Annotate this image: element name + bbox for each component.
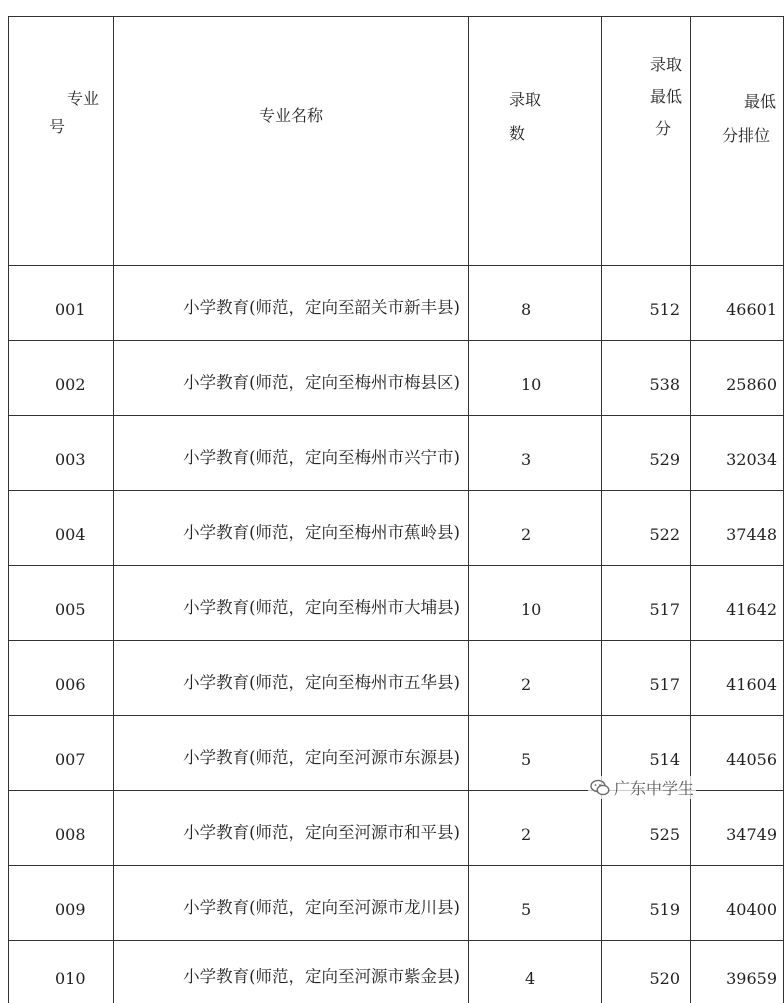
cell-min-rank: 34749 [691, 791, 784, 866]
cell-min-score: 517 [602, 566, 691, 641]
cell-major-name: 小学教育(师范，定向至河源市东源县) [114, 716, 469, 791]
table-row [9, 641, 784, 716]
cell-min-rank: 40400 [691, 866, 784, 941]
cell-min-score: 529 [602, 416, 691, 491]
header-min-rank: 最低 分排位 [691, 17, 784, 266]
admission-table [8, 16, 784, 1003]
cell-min-score: 538 [602, 341, 691, 416]
cell-major-name: 小学教育(师范，定向至梅州市五华县) [114, 641, 469, 716]
cell-admission-count: 4 [469, 941, 602, 1003]
cell-min-rank: 41604 [691, 641, 784, 716]
table-row [9, 566, 784, 641]
cell-min-rank: 37448 [691, 491, 784, 566]
cell-admission-count: 8 [469, 266, 602, 341]
table-row [9, 866, 784, 941]
cell-major-number: 003 [9, 416, 114, 491]
cell-min-score: 519 [602, 866, 691, 941]
cell-min-score: 525 [602, 791, 691, 866]
cell-major-number: 006 [9, 641, 114, 716]
header-admission-count: 录取 数 [469, 17, 602, 266]
cell-min-score: 522 [602, 491, 691, 566]
wechat-icon [590, 779, 610, 797]
cell-major-number: 009 [9, 866, 114, 941]
cell-major-number: 001 [9, 266, 114, 341]
cell-min-score: 517 [602, 641, 691, 716]
table-row [9, 341, 784, 416]
cell-min-score: 512 [602, 266, 691, 341]
header-major-number: 专业 号 [9, 17, 114, 266]
cell-admission-count: 10 [469, 341, 602, 416]
cell-min-rank: 46601 [691, 266, 784, 341]
cell-major-name: 小学教育(师范，定向至梅州市梅县区) [114, 341, 469, 416]
cell-major-number: 002 [9, 341, 114, 416]
cell-major-number: 005 [9, 566, 114, 641]
header-row [9, 17, 784, 266]
header-major-name: 专业名称 [114, 17, 469, 266]
cell-admission-count: 3 [469, 416, 602, 491]
cell-major-name: 小学教育(师范，定向至河源市龙川县) [114, 866, 469, 941]
cell-min-rank: 41642 [691, 566, 784, 641]
cell-min-score: 520 [602, 941, 691, 1003]
cell-admission-count: 5 [469, 716, 602, 791]
wechat-watermark [588, 776, 696, 799]
cell-min-score: 514 [602, 716, 691, 791]
cell-major-name: 小学教育(师范，定向至河源市紫金县) [114, 941, 469, 1003]
cell-min-rank: 25860 [691, 341, 784, 416]
cell-min-rank: 39659 [691, 941, 784, 1003]
cell-major-number: 007 [9, 716, 114, 791]
cell-admission-count: 2 [469, 491, 602, 566]
cell-major-name: 小学教育(师范，定向至梅州市蕉岭县) [114, 491, 469, 566]
watermark-text: 广东中学生 [614, 776, 694, 799]
cell-min-rank: 44056 [691, 716, 784, 791]
cell-admission-count: 5 [469, 866, 602, 941]
cell-min-rank: 32034 [691, 416, 784, 491]
cell-major-name: 小学教育(师范，定向至韶关市新丰县) [114, 266, 469, 341]
table-row [9, 416, 784, 491]
cell-major-number: 008 [9, 791, 114, 866]
cell-admission-count: 2 [469, 791, 602, 866]
cell-major-name: 小学教育(师范，定向至梅州市兴宁市) [114, 416, 469, 491]
cell-admission-count: 10 [469, 566, 602, 641]
cell-major-name: 小学教育(师范，定向至梅州市大埔县) [114, 566, 469, 641]
header-min-score: 录取 最低 分 [602, 17, 691, 266]
table-row [9, 791, 784, 866]
cell-major-name: 小学教育(师范，定向至河源市和平县) [114, 791, 469, 866]
cell-admission-count: 2 [469, 641, 602, 716]
table-row [9, 941, 784, 1003]
cell-major-number: 004 [9, 491, 114, 566]
cell-major-number: 010 [9, 941, 114, 1003]
table-row [9, 491, 784, 566]
table-row [9, 266, 784, 341]
